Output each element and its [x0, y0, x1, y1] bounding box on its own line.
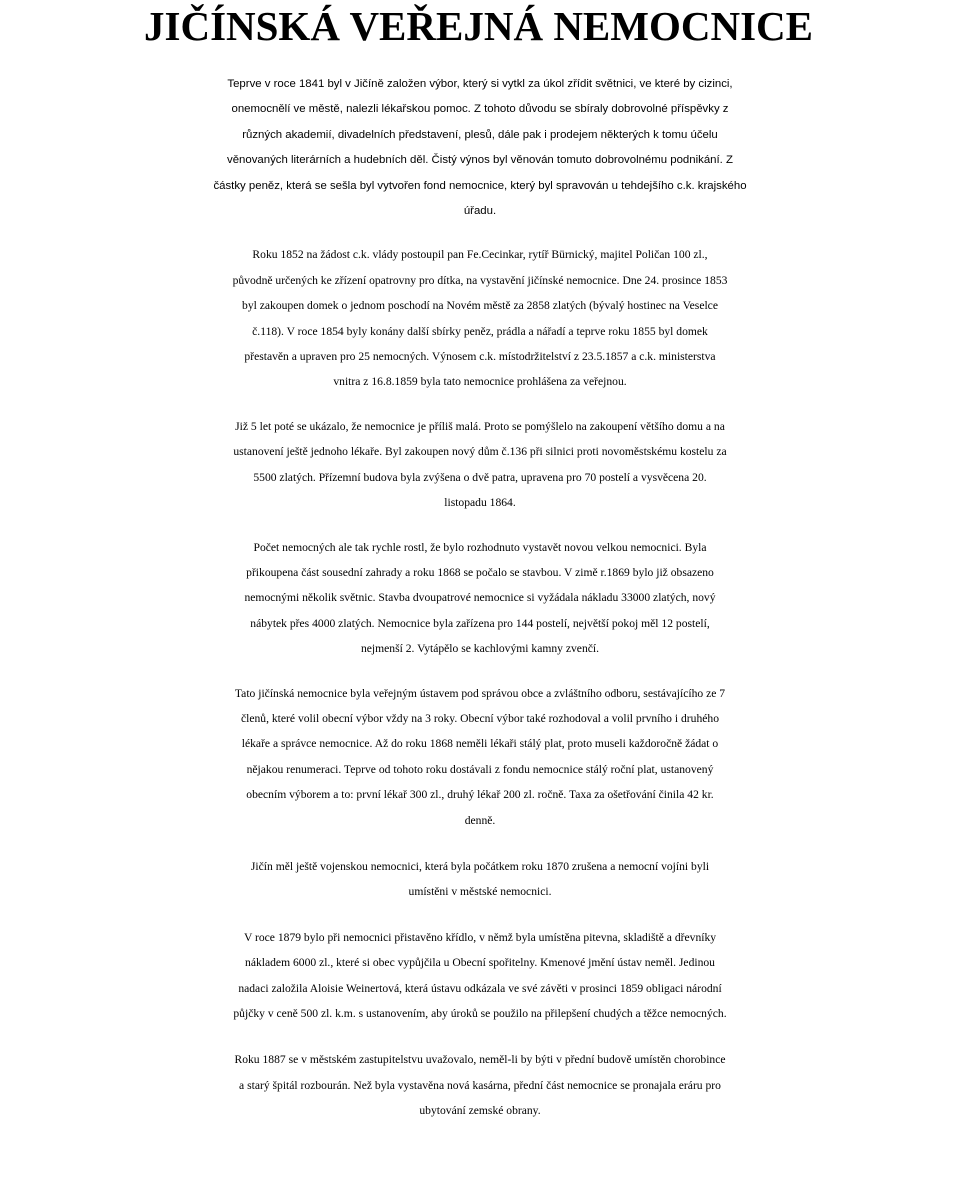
paragraph-8 [4, 1047, 956, 1123]
page-title: JIČÍNSKÁ VEŘEJNÁ NEMOCNICE [144, 3, 813, 49]
text-line: Tato jičínská nemocnice byla veřejným ústavem pod správou obce a zvláštního odboru, sestávajícího ze 7 [234, 686, 726, 700]
text-line: členů, které volil obecní výbor vždy na 3 roky. Obecní výbor také rozhodoval a volil prvního i druhého [240, 711, 719, 725]
text-line: a starý špitál rozbourán. Než byla vystavěna nová kasárna, přední část nemocnice se pronajala eráru pro [239, 1078, 721, 1092]
text-line: onemocnělí ve městě, nalezli lékařskou pomoc. Z tohoto důvodu se sbíraly dobrovolné příspěvky z [231, 103, 729, 116]
text-line: 5500 zlatých. Přízemní budova byla zvýšena o dvě patra, upravena pro 70 postelí a vysvěcena 20. [253, 470, 707, 484]
text-line: přikoupena část sousední zahrady a roku 1868 se počalo se stavbou. V zimě r.1869 bylo již obsazeno [246, 565, 714, 579]
text-line: částky peněz, která se sešla byl vytvořen fond nemocnice, který byl spravován u tehdejšího c.k. krajského [213, 179, 747, 192]
paragraph-4 [4, 535, 956, 662]
text-line: umístěni v městské nemocnici. [408, 885, 552, 899]
text-line: nadaci založila Aloisie Weinertová, která ústavu odkázala ve své závěti v prosinci 1859 obligaci národní [238, 981, 722, 995]
text-line: nábytek přes 4000 zlatých. Nemocnice byla zařízena pro 144 postelí, největší pokoj měl 12 postelí, [250, 616, 710, 630]
text-line: nemocnými několik světnic. Stavba dvoupatrové nemocnice si vyžádala nákladu 33000 zlatých, nový [244, 591, 716, 605]
paragraph-3 [4, 414, 956, 516]
text-line: Již 5 let poté se ukázalo, že nemocnice je příliš malá. Proto se pomýšlelo na zakoupení většího domu a na [235, 419, 725, 433]
text-line: úřadu. [463, 205, 497, 218]
text-line: V roce 1879 bylo při nemocnici přistavěno křídlo, v němž byla umístěna pitevna, skladiště a dřevníky [243, 930, 717, 944]
paragraph-6 [4, 854, 956, 905]
paragraph-7 [4, 925, 956, 1027]
paragraph-5 [4, 681, 956, 833]
text-line: vnitra z 16.8.1859 byla tato nemocnice prohlášena za veřejnou. [333, 375, 627, 389]
text-line: původně určených ke zřízení opatrovny pro dítka, na vystavění jičínské nemocnice. Dne 24. prosince 1853 [232, 273, 728, 287]
text-line: ubytování zemské obrany. [419, 1104, 541, 1118]
text-line: Teprve v roce 1841 byl v Jičíně založen výbor, který si vytkl za úkol zřídit světnici, ve které by cizinci, [227, 78, 733, 90]
text-line: č.118). V roce 1854 byly konány další sbírky peněz, prádla a nářadí a teprve roku 1855 byl domek [252, 324, 708, 338]
text-line: Počet nemocných ale tak rychle rostl, že bylo rozhodnuto vystavět novou velkou nemocnici. Byla [253, 540, 707, 554]
text-line: Roku 1852 na žádost c.k. vlády postoupil pan Fe.Cecinkar, rytíř Bürnický, majitel Poličan 100 zl., [252, 248, 708, 262]
text-line: nějakou renumeraci. Teprve od tohoto roku dostávali z fondu nemocnice stálý roční plat, ustanovený [246, 762, 714, 776]
text-line: lékaře a správce nemocnice. Až do roku 1868 neměli lékaři stálý plat, proto museli každoročně žádat o [241, 737, 719, 751]
text-line: přestavěn a upraven pro 25 nemocných. Výnosem c.k. místodržitelství z 23.5.1857 a c.k. ministerstva [244, 350, 716, 364]
text-line: Roku 1887 se v městském zastupitelstvu uvažovalo, neměl-li by býti v přední budově umístěn chorobince [234, 1053, 726, 1067]
text-line: nejmenší 2. Vytápělo se kachlovými kamny zvenčí. [360, 642, 600, 656]
text-line: nákladem 6000 zl., které si obec vypůjčila u Obecní spořitelny. Kmenové jmění ústav neměl. Jedinou [245, 956, 715, 970]
text-line: ustanovení ještě jednoho lékaře. Byl zakoupen nový dům č.136 při silnici proti novoměstskému kostelu za [233, 445, 727, 459]
paragraph-2 [4, 242, 956, 394]
text-line: obecním výborem a to: první lékař 300 zl., druhý lékař 200 zl. ročně. Taxa za ošetřování činila 42 kr. [246, 788, 714, 802]
text-line: půjčky v ceně 500 zl. k.m. s ustanovením, aby úroků se použilo na přilepšení chudých a těžce nemocných. [233, 1007, 727, 1020]
text-line: Jičín měl ještě vojenskou nemocnici, která byla počátkem roku 1870 zrušena a nemocní vojíni byli [250, 859, 710, 873]
text-line: věnovaných literárních a hudebních děl. Čistý výnos byl věnován tomuto dobrovolnému podnikání. Z [227, 154, 733, 167]
paragraph-1 [4, 72, 956, 224]
text-line: listopadu 1864. [444, 496, 516, 510]
text-line: různých akademií, divadelních představení, plesů, dále pak i prodejem některých k tomu účelu [242, 128, 718, 141]
document-body [4, 72, 956, 1124]
text-line: byl zakoupen domek o jednom poschodí na Novém městě za 2858 zlatých (bývalý hostinec na Veselce [242, 299, 718, 313]
text-line: denně. [464, 813, 496, 827]
